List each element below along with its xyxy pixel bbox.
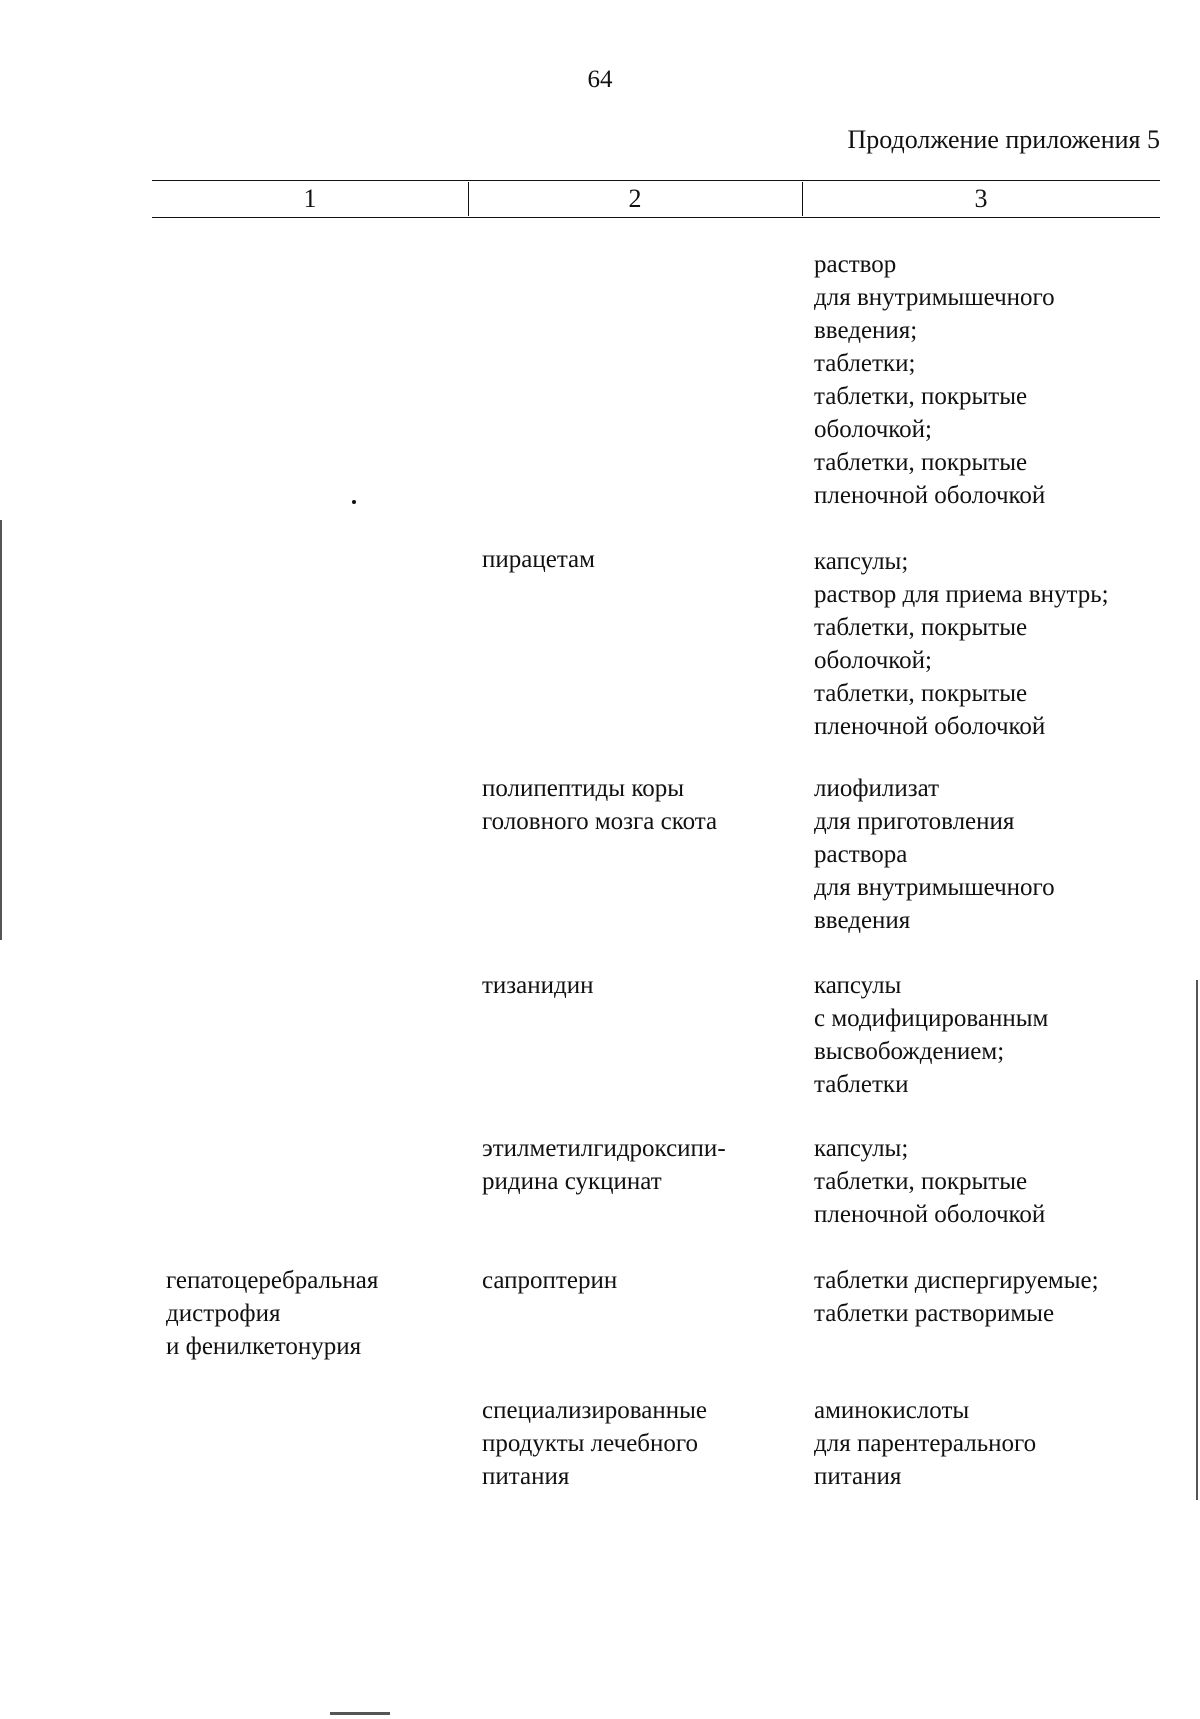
forms-cell: капсулы; раствор для приема внутрь; таблетки, покрытые оболочкой; таблетки, покрытые пленочной оболочкой: [814, 548, 1109, 740]
forms-cell: капсулы; таблетки, покрытые пленочной оболочкой: [814, 1135, 1046, 1228]
drug-cell: этилметилгидроксипи- ридина сукцинат: [482, 1135, 726, 1195]
page-number: 64: [587, 66, 613, 93]
stray-dot: [352, 500, 356, 504]
table-header-bottom-rule: [152, 217, 1160, 218]
column-number-2: 2: [628, 184, 642, 213]
table-header-top-rule: [152, 180, 1160, 181]
scan-edge-mark: [1196, 980, 1198, 1500]
forms-cell: лиофилизат для приготовления раствора для внутримышечного введения: [814, 775, 1055, 934]
forms-cell: аминокислоты для парентерального питания: [814, 1397, 1037, 1490]
column-number-1: 1: [303, 184, 317, 213]
scan-edge-mark: [330, 1712, 390, 1715]
scan-edge-mark: [0, 520, 2, 940]
drug-cell: пирацетам: [482, 546, 595, 573]
column-number-3: 3: [974, 184, 988, 213]
disease-cell: гепатоцеребральная дистрофия и фенилкетонурия: [166, 1267, 379, 1360]
forms-cell: раствор для внутримышечного введения; таблетки; таблетки, покрытые оболочкой; таблетки, покрытые пленочной оболочкой: [814, 251, 1055, 509]
forms-cell: капсулы с модифицированным высвобождением; таблетки: [814, 972, 1049, 1098]
drug-cell: тизанидин: [482, 972, 594, 999]
continuation-label: Продолжение приложения 5: [847, 125, 1160, 154]
drug-cell: сапроптерин: [482, 1267, 618, 1294]
drug-cell: специализированные продукты лечебного питания: [482, 1397, 707, 1490]
drug-cell: полипептиды коры головного мозга скота: [482, 775, 718, 835]
forms-cell: таблетки диспергируемые; таблетки растворимые: [814, 1267, 1099, 1327]
